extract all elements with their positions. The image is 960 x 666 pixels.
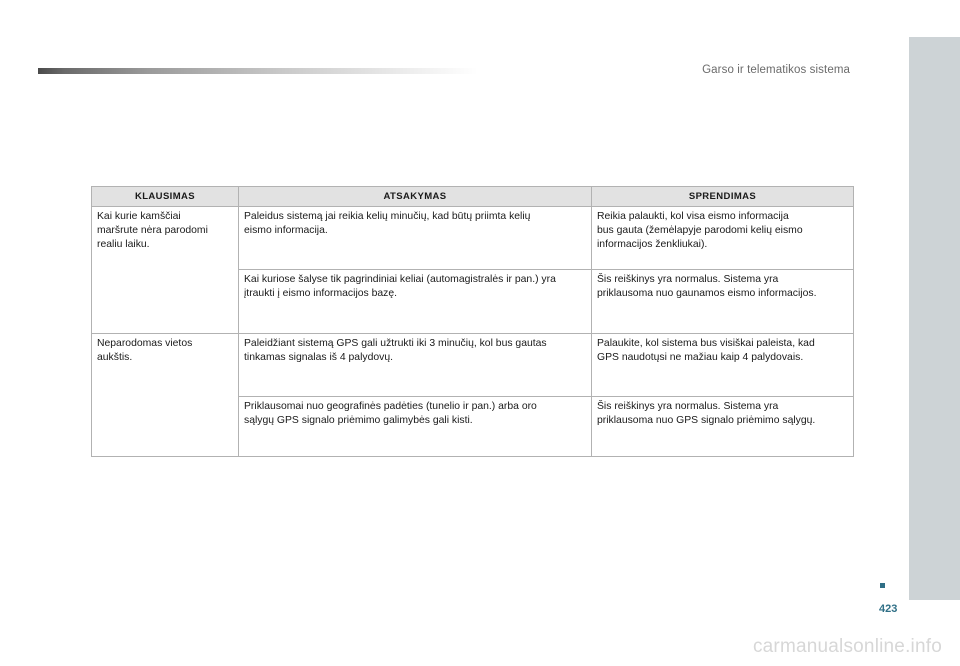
page-marker	[880, 583, 885, 588]
column-header-question: KLAUSIMAS	[92, 187, 239, 207]
question-cell: Kai kurie kamščiai maršrute nėra parodomi realiu laiku.	[92, 207, 239, 334]
answer-cell: Priklausomai nuo geografinės padėties (tunelio ir pan.) arba oro sąlygų GPS signalo priėmimo galimybės gali kisti.	[239, 397, 592, 457]
section-title: Garso ir telematikos sistema	[702, 64, 850, 76]
solution-cell: Šis reiškinys yra normalus. Sistema yra priklausoma nuo GPS signalo priėmimo sąlygų.	[592, 397, 854, 457]
question-cell: Neparodomas vietos aukštis.	[92, 334, 239, 457]
side-strip	[909, 37, 960, 600]
answer-cell: Kai kuriose šalyse tik pagrindiniai keliai (automagistralės ir pan.) yra įtraukti į eismo informacijos bazę.	[239, 270, 592, 334]
faq-table	[91, 186, 854, 457]
answer-cell: Paleidžiant sistemą GPS gali užtrukti iki 3 minučių, kol bus gautas tinkamas signalas iš 4 palydovų.	[239, 334, 592, 397]
table-row	[92, 334, 854, 397]
column-header-answer: ATSAKYMAS	[239, 187, 592, 207]
page-number: 423	[879, 603, 898, 615]
solution-cell: Šis reiškinys yra normalus. Sistema yra priklausoma nuo gaunamos eismo informacijos.	[592, 270, 854, 334]
watermark: carmanualsonline.info	[752, 636, 942, 657]
table-row	[92, 207, 854, 270]
header-gradient-bar	[38, 68, 478, 74]
answer-cell: Paleidus sistemą jai reikia kelių minučių, kad būtų priimta kelių eismo informacija.	[239, 207, 592, 270]
table-header-row	[92, 187, 854, 207]
column-header-solution: SPRENDIMAS	[592, 187, 854, 207]
solution-cell: Reikia palaukti, kol visa eismo informacija bus gauta (žemėlapyje parodomi kelių eismo informacijos ženkliukai).	[592, 207, 854, 270]
solution-cell: Palaukite, kol sistema bus visiškai paleista, kad GPS naudotųsi ne mažiau kaip 4 palydovais.	[592, 334, 854, 397]
